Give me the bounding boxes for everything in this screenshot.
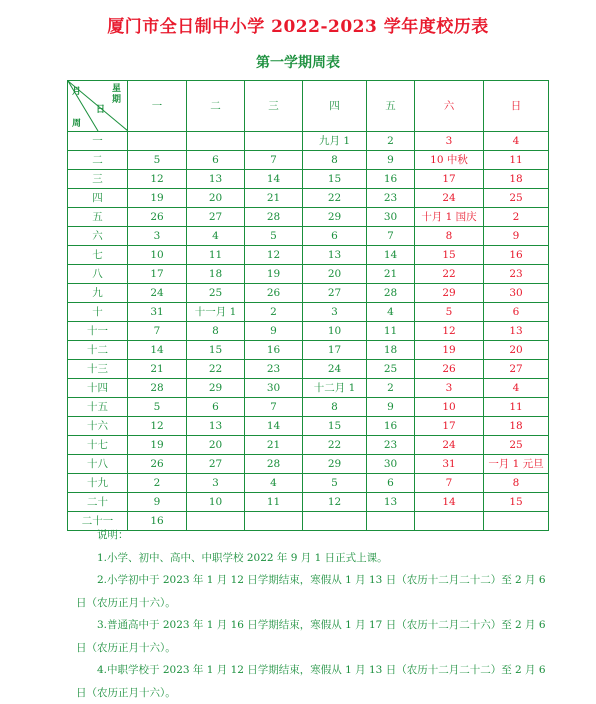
date-cell-wed: 7	[245, 398, 303, 417]
date-cell-sun: 25	[484, 436, 549, 455]
date-cell-mon: 24	[128, 284, 187, 303]
date-cell-fri: 30	[367, 455, 415, 474]
date-cell-fri: 4	[367, 303, 415, 322]
date-cell-thu: 13	[303, 246, 367, 265]
date-cell-thu: 29	[303, 455, 367, 474]
date-cell-sun: 13	[484, 322, 549, 341]
date-cell-fri: 11	[367, 322, 415, 341]
date-cell-mon: 3	[128, 227, 187, 246]
date-cell-fri: 14	[367, 246, 415, 265]
date-cell-mon: 28	[128, 379, 187, 398]
calendar-week-row	[68, 360, 549, 379]
week-number-cell: 三	[68, 170, 128, 189]
week-number-cell: 十一	[68, 322, 128, 341]
date-cell-sat: 7	[415, 474, 484, 493]
date-cell-fri: 16	[367, 170, 415, 189]
corner-month-label: 月	[72, 87, 82, 97]
date-cell-wed: 2	[245, 303, 303, 322]
calendar-week-row	[68, 322, 549, 341]
date-cell-tue: 8	[187, 322, 245, 341]
calendar-week-row	[68, 379, 549, 398]
date-cell-mon: 9	[128, 493, 187, 512]
calendar-week-row	[68, 398, 549, 417]
date-cell-sun: 20	[484, 341, 549, 360]
date-cell-sat: 5	[415, 303, 484, 322]
calendar-week-row	[68, 284, 549, 303]
date-cell-sat: 8	[415, 227, 484, 246]
date-cell-fri: 2	[367, 379, 415, 398]
date-cell-wed	[245, 132, 303, 151]
week-number-cell: 十五	[68, 398, 128, 417]
date-cell-sun: 25	[484, 189, 549, 208]
date-cell-tue: 6	[187, 151, 245, 170]
date-cell-sat: 24	[415, 189, 484, 208]
week-number-cell: 四	[68, 189, 128, 208]
date-cell-tue: 4	[187, 227, 245, 246]
date-cell-tue	[187, 132, 245, 151]
date-cell-tue: 20	[187, 189, 245, 208]
calendar-week-row	[68, 493, 549, 512]
date-cell-thu: 8	[303, 151, 367, 170]
date-cell-sun: 一月 1 元旦	[484, 455, 549, 474]
date-cell-mon: 26	[128, 208, 187, 227]
corner-weekday-label-2: 期	[112, 95, 122, 105]
date-cell-tue: 25	[187, 284, 245, 303]
date-cell-fri: 9	[367, 398, 415, 417]
date-cell-thu: 6	[303, 227, 367, 246]
date-cell-tue: 11	[187, 246, 245, 265]
calendar-week-row	[68, 417, 549, 436]
date-cell-thu: 27	[303, 284, 367, 303]
date-cell-thu: 15	[303, 170, 367, 189]
date-cell-sat: 10 中秋	[415, 151, 484, 170]
header-day-sat: 六	[415, 81, 484, 132]
week-number-cell: 十八	[68, 455, 128, 474]
date-cell-wed: 28	[245, 208, 303, 227]
note-item-1: 1.小学、初中、高中、中职学校 2022 年 9 月 1 日正式上课。	[97, 551, 388, 564]
header-day-fri: 五	[367, 81, 415, 132]
date-cell-sun: 18	[484, 417, 549, 436]
week-number-cell: 十四	[68, 379, 128, 398]
date-cell-fri: 16	[367, 417, 415, 436]
note-item-3: 3.普通高中于 2023 年 1 月 16 日学期结束，寒假从 1 月 17 日（农历十二月二十六）至 2 月 6 日（农历正月十六）。	[76, 619, 546, 654]
date-cell-sun: 16	[484, 246, 549, 265]
date-cell-sun: 8	[484, 474, 549, 493]
date-cell-thu: 5	[303, 474, 367, 493]
note-item-2: 2.小学初中于 2023 年 1 月 12 日学期结束，寒假从 1 月 13 日（农历十二月二十二）至 2 月 6 日（农历正月十六）。	[76, 574, 546, 609]
corner-weekday-label-1: 星	[112, 84, 122, 94]
calendar-week-row	[68, 151, 549, 170]
date-cell-wed: 12	[245, 246, 303, 265]
date-cell-mon: 21	[128, 360, 187, 379]
date-cell-sun: 6	[484, 303, 549, 322]
corner-day-label: 日	[96, 105, 106, 115]
date-cell-tue: 6	[187, 398, 245, 417]
date-cell-fri: 28	[367, 284, 415, 303]
date-cell-sat: 29	[415, 284, 484, 303]
date-cell-sat: 26	[415, 360, 484, 379]
date-cell-thu: 九月 1	[303, 132, 367, 151]
week-number-cell: 二十	[68, 493, 128, 512]
date-cell-fri: 7	[367, 227, 415, 246]
date-cell-sat: 17	[415, 417, 484, 436]
date-cell-fri: 18	[367, 341, 415, 360]
date-cell-thu: 24	[303, 360, 367, 379]
date-cell-thu: 12	[303, 493, 367, 512]
header-day-tue: 二	[187, 81, 245, 132]
date-cell-tue: 15	[187, 341, 245, 360]
date-cell-wed: 7	[245, 151, 303, 170]
date-cell-mon: 19	[128, 436, 187, 455]
date-cell-mon: 5	[128, 151, 187, 170]
date-cell-wed: 16	[245, 341, 303, 360]
date-cell-sun: 4	[484, 379, 549, 398]
notes-heading: 说明：	[97, 529, 129, 541]
date-cell-sat: 12	[415, 322, 484, 341]
header-row	[68, 81, 549, 132]
calendar-week-row	[68, 170, 549, 189]
corner-week-label: 周	[72, 119, 82, 129]
date-cell-sat: 15	[415, 246, 484, 265]
date-cell-fri: 21	[367, 265, 415, 284]
date-cell-wed: 28	[245, 455, 303, 474]
week-number-cell: 十六	[68, 417, 128, 436]
date-cell-mon: 26	[128, 455, 187, 474]
date-cell-wed: 14	[245, 170, 303, 189]
week-number-cell: 九	[68, 284, 128, 303]
date-cell-thu: 17	[303, 341, 367, 360]
date-cell-mon: 17	[128, 265, 187, 284]
date-cell-sun: 23	[484, 265, 549, 284]
week-number-cell: 六	[68, 227, 128, 246]
date-cell-tue: 3	[187, 474, 245, 493]
date-cell-mon	[128, 132, 187, 151]
date-cell-wed: 21	[245, 189, 303, 208]
date-cell-fri: 2	[367, 132, 415, 151]
calendar-week-row	[68, 455, 549, 474]
date-cell-thu: 十二月 1	[303, 379, 367, 398]
date-cell-sun: 11	[484, 398, 549, 417]
week-number-cell: 五	[68, 208, 128, 227]
date-cell-sun: 2	[484, 208, 549, 227]
date-cell-thu: 29	[303, 208, 367, 227]
date-cell-tue: 10	[187, 493, 245, 512]
header-day-sun: 日	[484, 81, 549, 132]
calendar-week-row	[68, 227, 549, 246]
date-cell-tue: 27	[187, 455, 245, 474]
week-number-cell: 二十一	[68, 512, 128, 531]
date-cell-sun: 27	[484, 360, 549, 379]
date-cell-mon: 16	[128, 512, 187, 531]
date-cell-tue: 13	[187, 170, 245, 189]
date-cell-wed: 30	[245, 379, 303, 398]
header-day-wed: 三	[245, 81, 303, 132]
date-cell-mon: 7	[128, 322, 187, 341]
date-cell-wed: 9	[245, 322, 303, 341]
date-cell-mon: 14	[128, 341, 187, 360]
date-cell-mon: 12	[128, 417, 187, 436]
date-cell-tue: 29	[187, 379, 245, 398]
date-cell-tue: 22	[187, 360, 245, 379]
date-cell-mon: 2	[128, 474, 187, 493]
date-cell-fri: 9	[367, 151, 415, 170]
week-number-cell: 八	[68, 265, 128, 284]
date-cell-fri: 13	[367, 493, 415, 512]
date-cell-sat: 24	[415, 436, 484, 455]
date-cell-thu: 20	[303, 265, 367, 284]
notes-section	[76, 524, 556, 704]
note-item-4: 4.中职学校于 2023 年 1 月 12 日学期结束，寒假从 1 月 13 日（农历十二月二十二）至 2 月 6 日（农历正月十六）。	[76, 664, 546, 699]
date-cell-wed: 21	[245, 436, 303, 455]
date-cell-sat: 31	[415, 455, 484, 474]
date-cell-thu: 8	[303, 398, 367, 417]
date-cell-sat: 3	[415, 379, 484, 398]
date-cell-wed: 5	[245, 227, 303, 246]
calendar-week-row	[68, 303, 549, 322]
date-cell-sun: 15	[484, 493, 549, 512]
calendar-week-row	[68, 132, 549, 151]
date-cell-sat: 10	[415, 398, 484, 417]
date-cell-sun: 11	[484, 151, 549, 170]
date-cell-sat: 17	[415, 170, 484, 189]
header-day-mon: 一	[128, 81, 187, 132]
date-cell-mon: 5	[128, 398, 187, 417]
date-cell-wed: 11	[245, 493, 303, 512]
date-cell-wed: 19	[245, 265, 303, 284]
calendar-week-row	[68, 265, 549, 284]
date-cell-mon: 19	[128, 189, 187, 208]
header-corner-cell	[68, 81, 128, 132]
header-day-thu: 四	[303, 81, 367, 132]
date-cell-sun: 18	[484, 170, 549, 189]
week-number-cell: 七	[68, 246, 128, 265]
week-number-cell: 十九	[68, 474, 128, 493]
date-cell-fri: 6	[367, 474, 415, 493]
section-subtitle: 第一学期周表	[256, 55, 340, 71]
date-cell-thu: 3	[303, 303, 367, 322]
date-cell-tue: 十一月 1	[187, 303, 245, 322]
date-cell-fri: 23	[367, 436, 415, 455]
calendar-week-row	[68, 246, 549, 265]
date-cell-tue: 13	[187, 417, 245, 436]
date-cell-fri: 23	[367, 189, 415, 208]
date-cell-wed: 23	[245, 360, 303, 379]
week-number-cell: 十二	[68, 341, 128, 360]
date-cell-thu: 10	[303, 322, 367, 341]
date-cell-sat: 22	[415, 265, 484, 284]
calendar-week-row	[68, 474, 549, 493]
calendar-table	[67, 80, 549, 531]
date-cell-thu: 15	[303, 417, 367, 436]
date-cell-sun: 9	[484, 227, 549, 246]
date-cell-wed: 4	[245, 474, 303, 493]
date-cell-sun: 30	[484, 284, 549, 303]
date-cell-tue: 27	[187, 208, 245, 227]
date-cell-wed: 14	[245, 417, 303, 436]
date-cell-mon: 12	[128, 170, 187, 189]
date-cell-sat: 十月 1 国庆	[415, 208, 484, 227]
page-title: 厦门市全日制中小学 2022-2023 学年度校历表	[107, 17, 489, 37]
date-cell-sun: 4	[484, 132, 549, 151]
date-cell-sat: 3	[415, 132, 484, 151]
date-cell-mon: 31	[128, 303, 187, 322]
date-cell-fri: 25	[367, 360, 415, 379]
date-cell-fri: 30	[367, 208, 415, 227]
week-number-cell: 一	[68, 132, 128, 151]
week-number-cell: 十	[68, 303, 128, 322]
date-cell-tue: 18	[187, 265, 245, 284]
calendar-week-row	[68, 189, 549, 208]
calendar-week-row	[68, 341, 549, 360]
date-cell-mon: 10	[128, 246, 187, 265]
week-number-cell: 二	[68, 151, 128, 170]
date-cell-thu: 22	[303, 436, 367, 455]
date-cell-sat: 19	[415, 341, 484, 360]
week-number-cell: 十三	[68, 360, 128, 379]
week-number-cell: 十七	[68, 436, 128, 455]
date-cell-wed: 26	[245, 284, 303, 303]
calendar-week-row	[68, 208, 549, 227]
date-cell-thu: 22	[303, 189, 367, 208]
date-cell-sat: 14	[415, 493, 484, 512]
date-cell-tue: 20	[187, 436, 245, 455]
calendar-week-row	[68, 436, 549, 455]
